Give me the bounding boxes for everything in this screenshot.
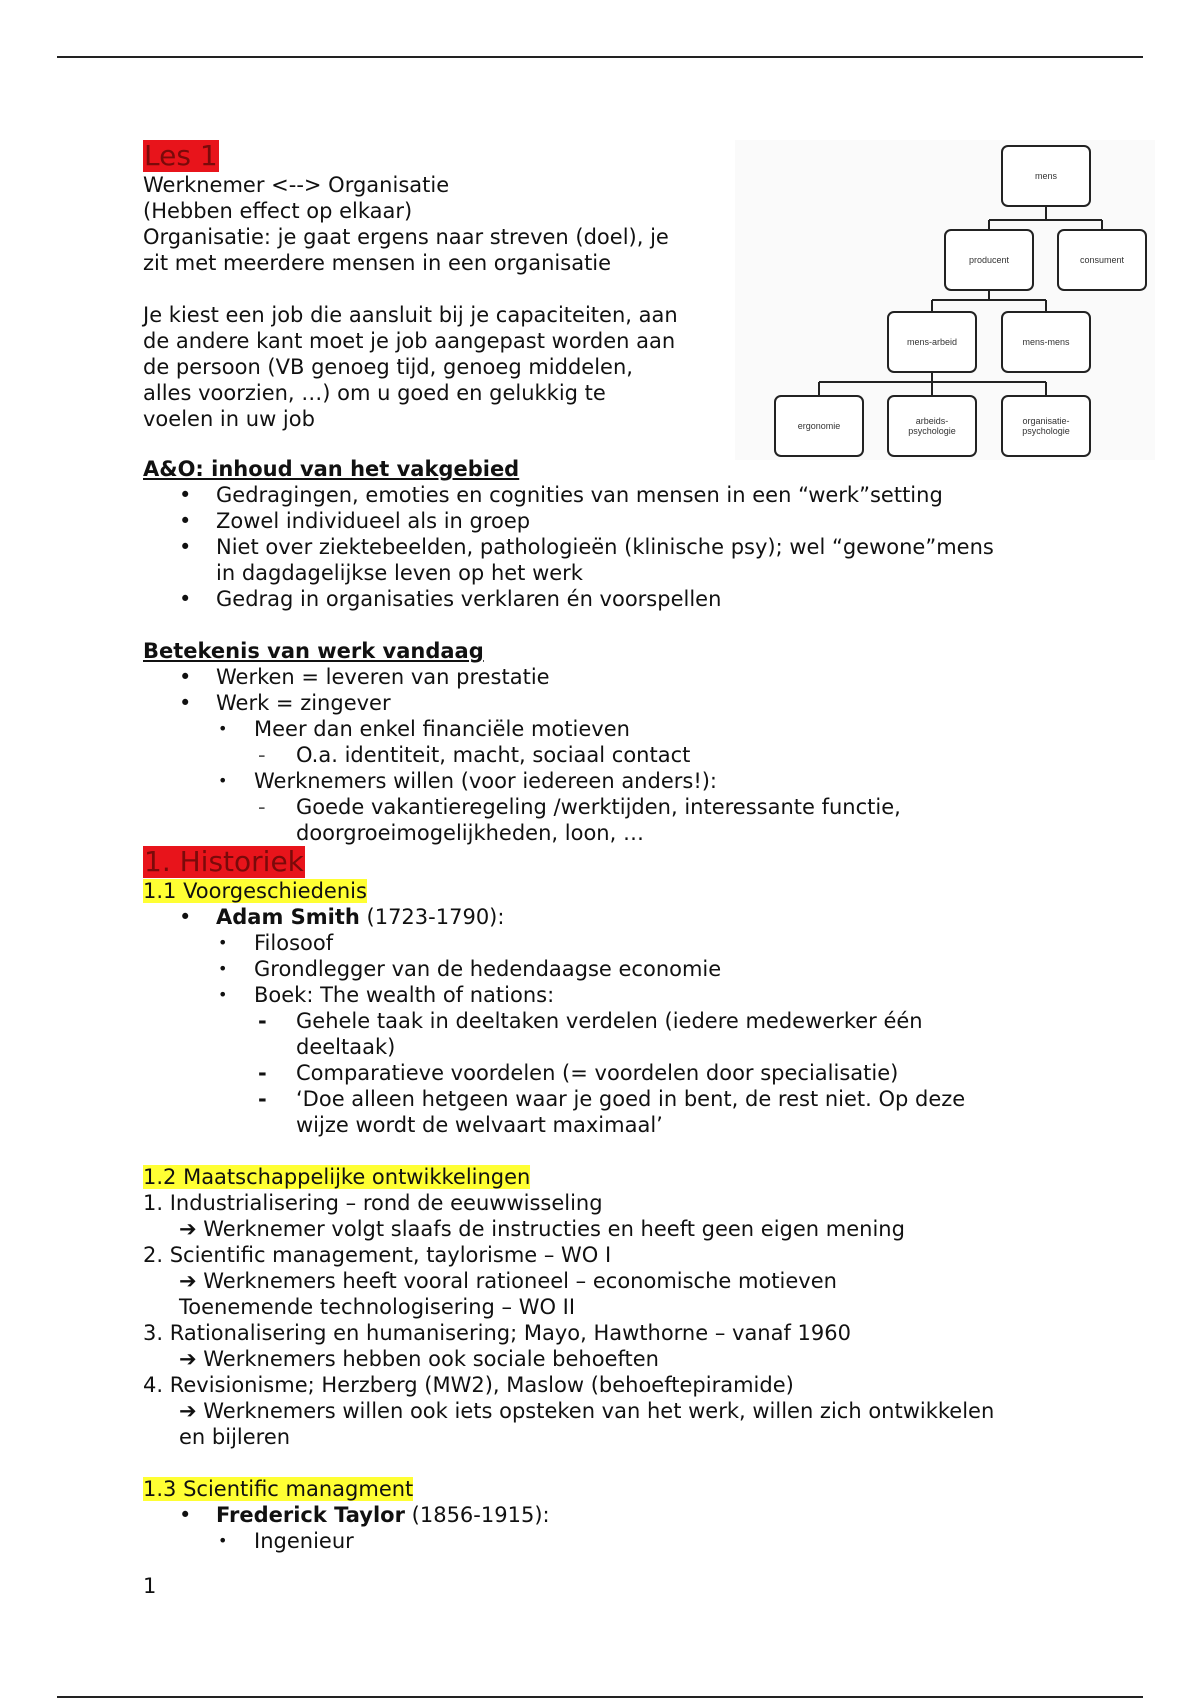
node-label: mens-mens (1022, 337, 1070, 347)
numbered-line: 3. Rationalisering en humanisering; Mayo, Hawthorne – vanaf 1960 (143, 1321, 852, 1345)
numbered-line: 4. Revisionisme; Herzberg (MW2), Maslow (behoeftepiramide) (143, 1373, 794, 1397)
node-label: psychologie (908, 426, 956, 436)
dash-item: - Comparatieve voordelen (= voordelen door specialisatie) (254, 1060, 1063, 1086)
ao-list (143, 482, 1063, 612)
arrow-line: ➔ Werknemer volgt slaafs de instructies en heeft geen eigen mening (179, 1217, 905, 1241)
list-item (143, 690, 1063, 846)
taylor-list (143, 1502, 1063, 1554)
arrow-line: ➔ Werknemers willen ook iets opsteken van het werk, willen zich ontwikkelen (179, 1399, 995, 1423)
text-line: (Hebben effect op elkaar) (143, 199, 413, 223)
document-body (143, 140, 1063, 1554)
person-years: (1723-1790): (359, 905, 505, 929)
dash-line: doorgroeimogelijkheden, loon, … (296, 821, 644, 845)
lesson-heading: Les 1 (144, 139, 218, 172)
dash-line: deeltaak) (296, 1035, 396, 1059)
sub-item-text: Meer dan enkel financiële motieven (254, 717, 630, 741)
sub-list-item: • Ingenieur (216, 1528, 1063, 1554)
person-name: Adam Smith (216, 905, 360, 929)
subheading-ontwikkelingen: 1.2 Maatschappelijke ontwikkelingen (143, 1165, 531, 1189)
text-line: de andere kant moet je job aangepast worden aan (143, 329, 676, 353)
sub-list-item (216, 768, 1063, 846)
dash-line: - ‘Doe alleen hetgeen waar je goed in bent, de rest niet. Op deze (296, 1087, 966, 1111)
node-label: mens-arbeid (906, 337, 958, 347)
section-heading-betekenis: Betekenis van werk vandaag (143, 639, 484, 663)
dash-item: - O.a. identiteit, macht, sociaal contact (254, 742, 1063, 768)
list-item: • Werken = leveren van prestatie (143, 664, 1063, 690)
list-item: • Niet over ziektebeelden, pathologieën (klinische psy); wel “gewone”mens (143, 534, 1063, 560)
list-item (143, 1502, 1063, 1554)
list-item: • Gedragingen, emoties en cognities van mensen in een “werk”setting (143, 482, 1063, 508)
text-line: alles voorzien, …) om u goed en gelukkig te (143, 381, 606, 405)
list-item: • Gedrag in organisaties verklaren én voorspellen (143, 586, 1063, 612)
numbered-line: 1. Industrialisering – rond de eeuwwisseling (143, 1191, 603, 1215)
person-name: Frederick Taylor (216, 1503, 405, 1527)
text-line: Je kiest een job die aansluit bij je capaciteiten, aan (143, 303, 678, 327)
sub-item-text: Boek: The wealth of nations: (254, 983, 555, 1007)
node-label: mens (1034, 171, 1058, 181)
footer-rule (57, 1696, 1143, 1698)
sub-list-item (216, 982, 1063, 1138)
sub-list-item: • Grondlegger van de hedendaagse economie (216, 956, 1063, 982)
list-item-text: Werk = zingever (216, 691, 391, 715)
node-label: ergonomie (797, 421, 841, 431)
header-rule (57, 56, 1143, 58)
list-item: • Zowel individueel als in groep (143, 508, 1063, 534)
dash-item (254, 794, 1063, 846)
person-years: (1856-1915): (404, 1503, 550, 1527)
betekenis-list (143, 664, 1063, 846)
dash-item (254, 1008, 1063, 1060)
sub-list-item: • Filosoof (216, 930, 1063, 956)
node-label: organisatie- (1022, 416, 1070, 426)
subheading-voorgeschiedenis: 1.1 Voorgeschiedenis (143, 879, 367, 903)
text-line: en bijleren (179, 1425, 291, 1449)
text-line: Organisatie: je gaat ergens naar streven (doel), je (143, 225, 669, 249)
text-line: zit met meerdere mensen in een organisatie (143, 251, 612, 275)
list-item-continuation (143, 560, 1063, 586)
dash-line: - Goede vakantieregeling /werktijden, interessante functie, (296, 795, 901, 819)
historiek-heading: 1. Historiek (144, 845, 304, 878)
sub-item-text: Werknemers willen (voor iedereen anders!): (254, 769, 718, 793)
node-label: arbeids- (915, 416, 949, 426)
continuation-text: in dagdagelijkse leven op het werk (216, 561, 583, 585)
smith-list (143, 904, 1063, 1138)
node-label: psychologie (1022, 426, 1070, 436)
dash-line: - Gehele taak in deeltaken verdelen (iedere medewerker één (296, 1009, 923, 1033)
text-line: Toenemende technologisering – WO II (179, 1295, 576, 1319)
node-label: producent (968, 255, 1010, 265)
section-heading-ao: A&O: inhoud van het vakgebied (143, 457, 520, 481)
sub-list-item (216, 716, 1063, 768)
text-line: voelen in uw job (143, 407, 315, 431)
page-number: 1 (143, 1574, 157, 1598)
node-label: consument (1079, 255, 1125, 265)
numbered-line: 2. Scientific management, taylorisme – WO I (143, 1243, 612, 1267)
text-line: Werknemer <--> Organisatie (143, 173, 450, 197)
arrow-line: ➔ Werknemers hebben ook sociale behoeften (179, 1347, 659, 1371)
dash-item (254, 1086, 1063, 1138)
arrow-line: ➔ Werknemers heeft vooral rationeel – economische motieven (179, 1269, 837, 1293)
list-item (143, 904, 1063, 1138)
dash-line: wijze wordt de welvaart maximaal’ (296, 1113, 663, 1137)
text-line: de persoon (VB genoeg tijd, genoeg middelen, (143, 355, 633, 379)
subheading-scientific: 1.3 Scientific managment (143, 1477, 414, 1501)
